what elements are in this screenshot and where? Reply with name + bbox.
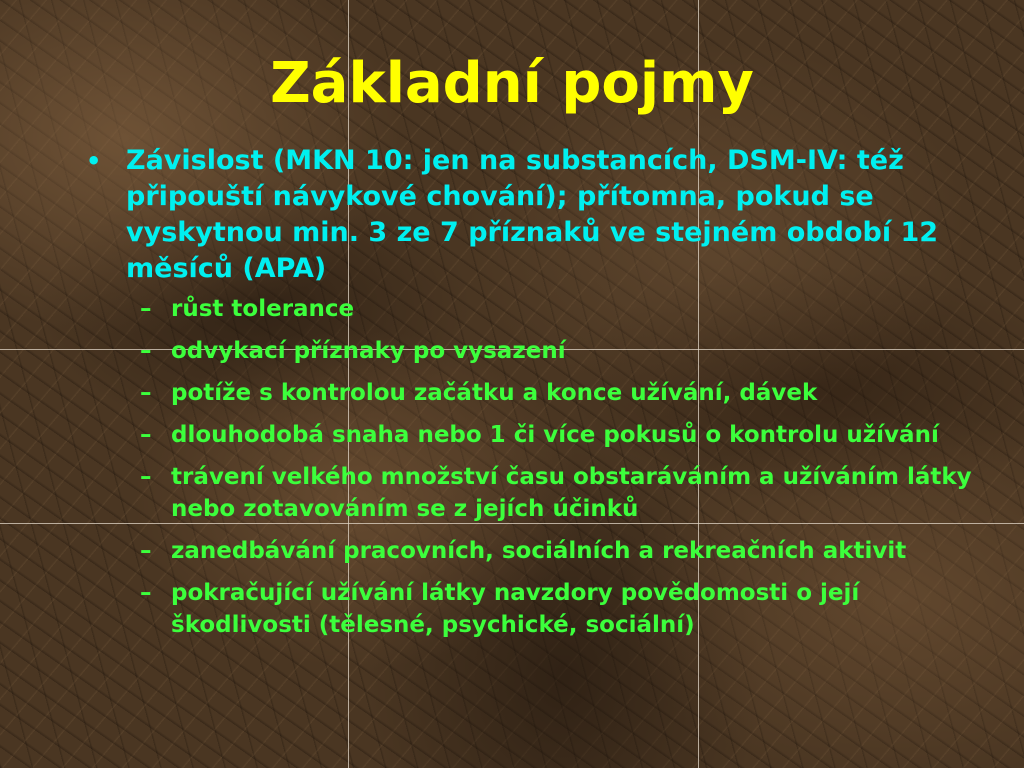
dash-marker: – (140, 296, 152, 322)
sub-item (84, 535, 984, 567)
dash-marker: – (140, 464, 152, 490)
sub-item-text: pokračující užívání látky navzdory povědomosti o její škodlivosti (tělesné, psychické, sociální) (171, 580, 860, 638)
sub-item (84, 461, 984, 525)
main-bullet-text: Závislost (MKN 10: jen na substancích, DSM-IV: též připouští návykové chování); přítomna, pokud se vyskytnou min. 3 ze 7 příznaků ve stejném období 12 měsíců (APA) (126, 145, 939, 284)
dash-marker: – (140, 422, 152, 448)
dash-marker: – (140, 380, 152, 406)
sub-list (84, 293, 984, 641)
slide-content (84, 143, 984, 651)
sub-item (84, 335, 984, 367)
sub-item (84, 577, 984, 641)
main-bullet (84, 143, 984, 287)
sub-item-text: odvykací příznaky po vysazení (171, 338, 566, 364)
sub-item-text: zanedbávání pracovních, sociálních a rekreačních aktivit (171, 538, 907, 564)
bullet-marker: • (86, 147, 102, 175)
sub-item-text: potíže s kontrolou začátku a konce užívání, dávek (171, 380, 818, 406)
dash-marker: – (140, 580, 152, 606)
dash-marker: – (140, 538, 152, 564)
sub-item-text: růst tolerance (171, 296, 355, 322)
sub-item (84, 419, 984, 451)
sub-item (84, 293, 984, 325)
sub-item-text: dlouhodobá snaha nebo 1 či více pokusů o kontrolu užívání (171, 422, 939, 448)
sub-item-text: trávení velkého množství času obstaráváním a užíváním látky nebo zotavováním se z jejích účinků (171, 464, 972, 522)
slide-title: Základní pojmy (270, 51, 754, 116)
dash-marker: – (140, 338, 152, 364)
sub-item (84, 377, 984, 409)
